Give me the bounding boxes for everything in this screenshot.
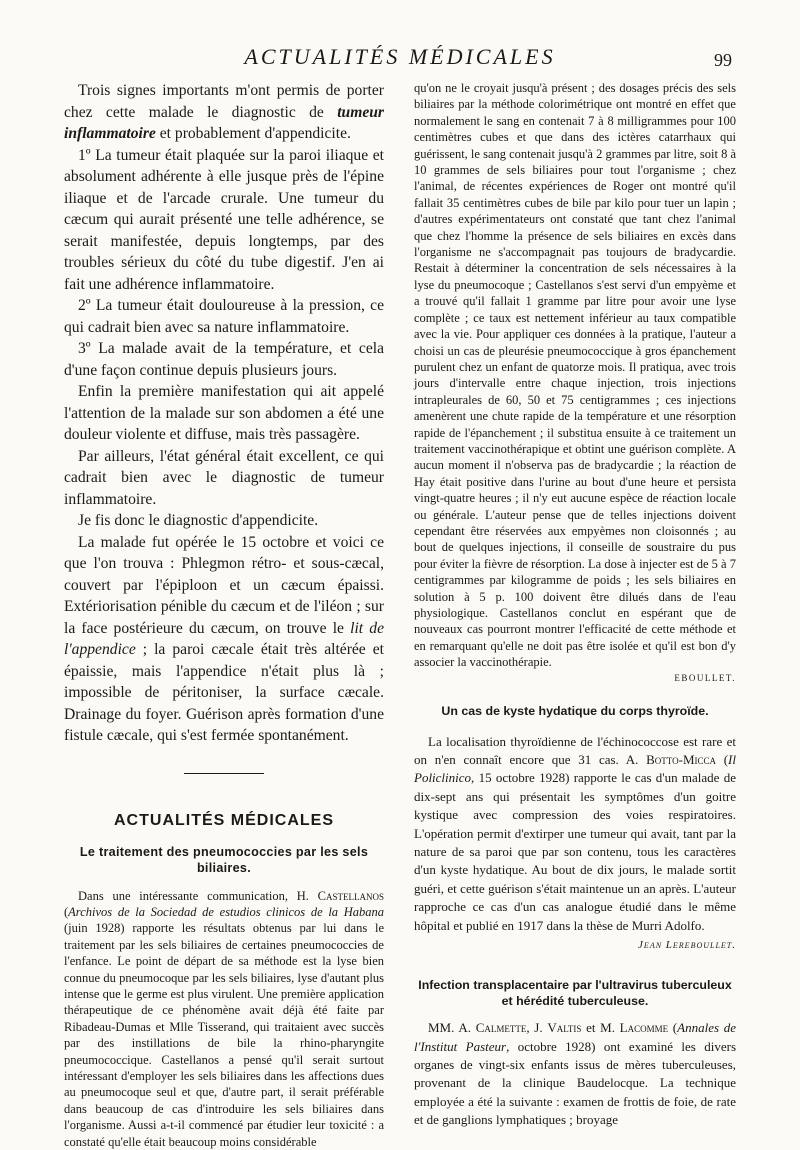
- article-title: Infection transplacentaire par l'ultravirus tuberculeux et hérédité tuberculeuse.: [414, 977, 736, 1009]
- article-title: Le traitement des pneumococcies par les sels biliaires.: [64, 844, 384, 876]
- article-title: Un cas de kyste hydatique du corps thyroïde.: [414, 703, 736, 719]
- left-column: [64, 80, 384, 1150]
- running-head: ACTUALITÉS MÉDICALES: [0, 44, 800, 74]
- signature: Jean Lereboullet.: [414, 939, 736, 951]
- right-column: [414, 80, 736, 1130]
- paragraph: La malade fut opérée le 15 octobre et voici ce que l'on trouva : Phlegmon rétro- et sous-cæcal, couvert par l'épiploon et un cæcum épaissi. Extériorisation pénible du cæcum et de l'iléon ; sur la face postérieure du cæcum, on trouve le lit de l'appendice ; la paroi cæcale était très altérée et épaissie, mais l'appendice n'était plus là ; impossible de péritoniser, la surface cæcale. Drainage du foyer. Guérison après formation d'une fistule cæcale, qui s'est fermée spontanément.: [64, 532, 384, 747]
- paragraph: Enfin la première manifestation qui ait appelé l'attention de la malade sur son abdomen a été une douleur violente et diffuse, mais très passagère.: [64, 381, 384, 446]
- paragraph: La localisation thyroïdienne de l'échinococcose est rare et on n'en connaît encore que 31 cas. A. Botto-Micca (Il Policlinico, 15 octobre 1928) rapporte le cas d'un malade de dix-sept ans qui présentait les symptômes d'un goitre kystique avec compression des voies respiratoires. L'opération permit d'extirper une tumeur qui avait, tant par la nature de sa paroi que par son contenu, tous les caractères d'un kyste hydatique. Au bout de dix jours, le malade sortit guéri, et cette guérison s'était maintenue un an après. L'auteur rapproche ce cas d'un cas analogue étudié dans le même hôpital et publié en 1917 dans la thèse de Murri Adolfo.: [414, 733, 736, 935]
- paragraph: 3º La malade avait de la température, et cela d'une façon continue depuis plusieurs jours.: [64, 338, 384, 381]
- paragraph: MM. A. Calmette, J. Valtis et M. Lacomme (Annales de l'Institut Pasteur, octobre 1928) ont examiné les divers organes de vingt-six enfants issus de mères tuberculeuses, provenant de la clinique Baudelocque. La technique employée a été la suivante : examen de frottis de foie, de rate et de ganglions lymphatiques ; broyage: [414, 1019, 736, 1129]
- paragraph: 2º La tumeur était douloureuse à la pression, ce qui cadrait bien avec sa nature inflammatoire.: [64, 295, 384, 338]
- signature: EBOULLET.: [414, 673, 736, 683]
- section-divider: [184, 773, 264, 774]
- paragraph: qu'on ne le croyait jusqu'à présent ; des dosages précis des sels biliaires par la méthode colorimétrique ont montré en effet que normalement le sang en contenait 7 à 8 milligrammes pour 100 centimètres cubes et que dans des ictères catarrhaux qui guérissent, le sang contenait jusqu'à 2 grammes par litre, soit 8 à 10 grammes de sels biliaires pour tout l'organisme ; chez l'animal, de récentes expériences de Roger ont montré qu'il fallait 35 centimètres cubes de bile par kilo pour tuer un lapin ; d'autres expérimentateurs ont constaté que tant chez l'animal que chez l'homme la présence de sels biliaires en excès dans l'organisme ne s'accompagnait pas toujours de bradycardie. Restait à déterminer la concentration de sels nécessaires à la lyse du pneumocoque ; Castellanos s'est servi d'un empyème et a trouvé qu'il fallait 1 gramme par litre pour avoir une lyse complète ; ce taux est nettement inférieur au taux compatible avec la vie. Pour appliquer ces données à la pratique, l'auteur a choisi un cas de pleurésie pneumococcique à gros épanchement purulent chez un enfant de quatorze mois. Il pratiqua, avec trois jours d'intervalle entre chaque injection, trois injections intrapleurales de 60, 50 et 75 centigrammes ; ces injections amenèrent une chute rapide de la température et une résorption rapide de l'épanchement ; il substitua ensuite à ce traitement un traitement vaccinothérapique et obtint une guérison complète. A aucun moment il n'observa pas de bradycardie ; la réaction de Hay était positive dans l'urine au bout d'une heure et persista vingt-quatre heures ; il n'y eut aucune espèce de réaction locale ou générale. L'auteur pense que de telles injections doivent cependant être réservées aux empyèmes non cloisonnés ; au bout de quelques injections, il conseille de soustraire du pus pour éviter la fièvre de résorption. La dose à injecter est de 5 à 7 centigrammes par kilogramme de poids ; les sels biliaires en solution à 5 p. 100 doivent être dilués dans de l'eau physiologique. Castellanos conclut en espérant que de nouveaux cas pourront montrer l'efficacité de cette méthode et en remarquant qu'elle ne doit pas être isolée et qu'il est bon d'y associer la vaccinothérapie.: [414, 80, 736, 671]
- paragraph: Trois signes importants m'ont permis de porter chez cette malade le diagnostic de tumeur inflammatoire et probablement d'appendicite.: [64, 80, 384, 145]
- page-number: 99: [714, 50, 732, 71]
- section-title: ACTUALITÉS MÉDICALES: [64, 812, 384, 830]
- paragraph: Par ailleurs, l'état général était excellent, ce qui cadrait bien avec le diagnostic de tumeur inflammatoire.: [64, 446, 384, 511]
- paragraph: Dans une intéressante communication, H. Castellanos (Archivos de la Sociedad de estudios clinicos de la Habana (juin 1928) rapporte les résultats obtenus par lui dans le traitement par les sels biliaires de certaines pneumococcies de l'enfance. Le point de départ de sa méthode est la lyse bien connue du pneumocoque par les sels biliaires, lyse d'autant plus intense que le germe est plus virulent. Une première application thérapeutique de ce phénomène avait déjà été faite par Ribadeau-Dumas et Mlle Tisserand, qui traitaient avec succès par des instillations de bile la rhino-pharyngite pneumococcique. Castellanos a pensé qu'il serait surtout intéressant d'employer les sels biliaires dans les affections dues au pneumocoque seul et que, d'autre part, il serait préférable dans beaucoup de cas d'introduire les sels biliaires dans l'organisme. Aussi a-t-il commencé par étudier leur toxicité : a constaté qu'elle était beaucoup moins considérable: [64, 888, 384, 1150]
- paragraph: 1º La tumeur était plaquée sur la paroi iliaque et absolument adhérente à elle jusque près de l'épine iliaque et de l'arcade crurale. Une tumeur du cæcum qui aurait présenté une telle adhérence, se serait manifestée, depuis longtemps, par des troubles sérieux du côté du tube digestif. J'en ai fait une adhérence inflammatoire.: [64, 145, 384, 296]
- paragraph: Je fis donc le diagnostic d'appendicite.: [64, 510, 384, 532]
